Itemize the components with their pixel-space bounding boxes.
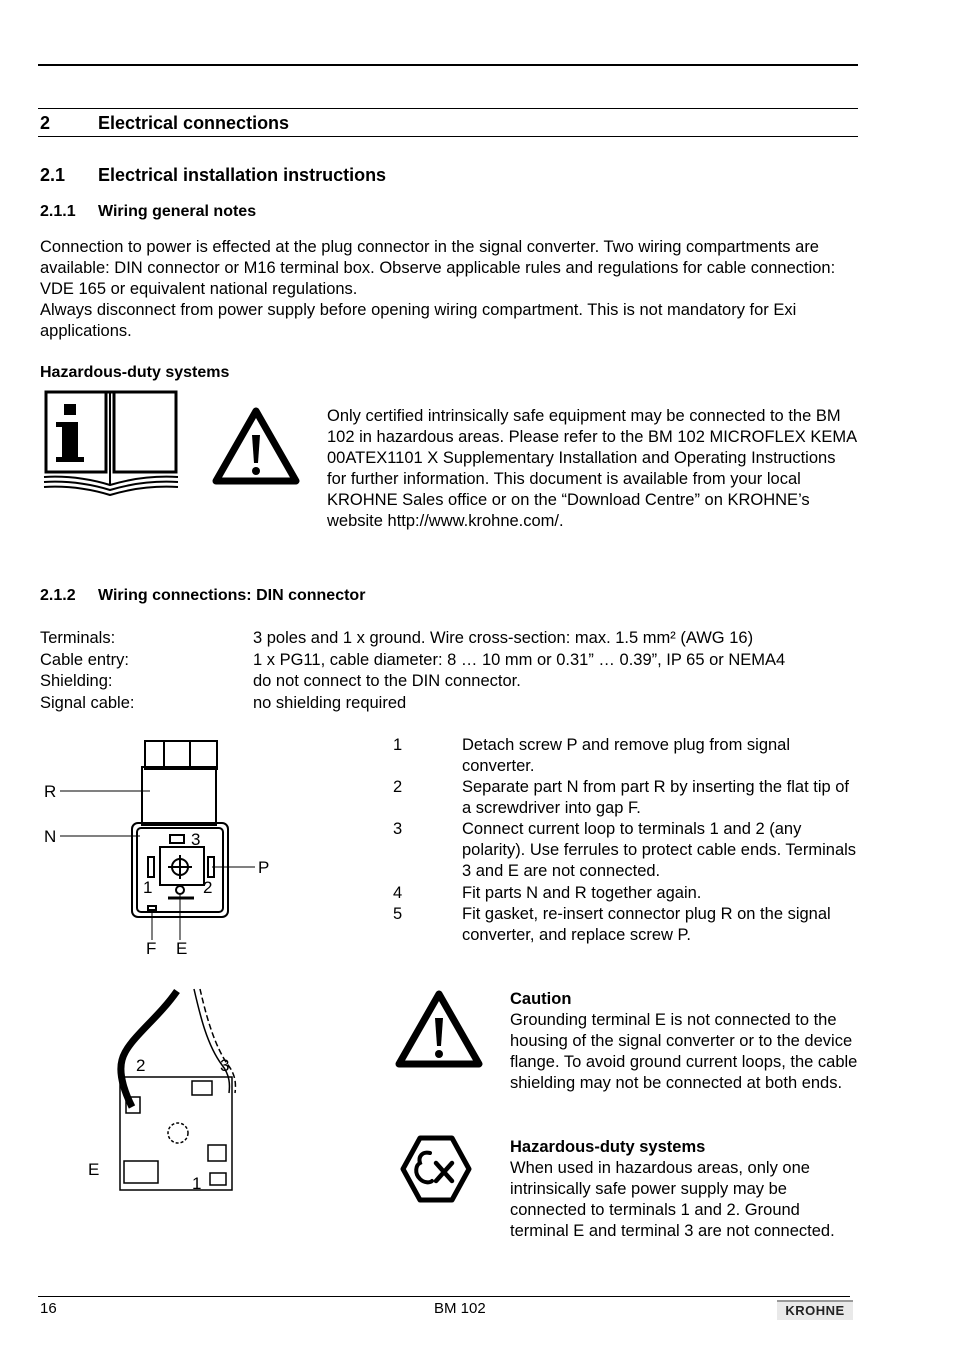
info-book-icon [42, 389, 180, 499]
footer-rule [38, 1296, 850, 1297]
sub2-title: Wiring connections: DIN connector [98, 587, 366, 604]
terminal-2-label: 2 [203, 878, 213, 897]
sub2-number: 2.1.2 [40, 587, 76, 604]
caution-title: Caution [510, 990, 572, 1008]
caution-text: Grounding terminal E is not connected to the housing of the signal converter or to the device flange. To avoid ground current loops, the cable shielding may not be connected at both ends. [510, 1011, 858, 1092]
step-text: Connect current loop to terminals 1 and 2 (any polarity). Use ferrules to protect cable ends. Terminals 3 and E are not connected. [462, 820, 857, 880]
step-text: Fit parts N and R together again. [462, 884, 702, 902]
hazard-heading: Hazardous-duty systems [40, 364, 230, 381]
section-title: Electrical connections [98, 113, 290, 133]
label-r: R [44, 782, 57, 801]
section-rule-top [38, 108, 858, 109]
subsection-heading [40, 165, 387, 186]
subsection-title: Electrical installation instructions [98, 165, 387, 185]
terminal-3-label: 3 [220, 1056, 230, 1075]
subsection-number: 2.1 [40, 165, 66, 185]
step-text: Detach screw P and remove plug from signal converter. [462, 736, 791, 775]
sub1-heading [40, 203, 257, 221]
warning-triangle-icon [393, 988, 485, 1070]
section-rule-bottom [38, 136, 858, 137]
step-text: Separate part N from part R by inserting the flat tip of a screwdriver into gap F. [462, 778, 850, 817]
hazard2-text: When used in hazardous areas, only one intrinsically safe power supply may be connected to terminals 1 and 2. Ground terminal E and terminal 3 are not connected. [510, 1159, 835, 1240]
spec-label: Terminals: [40, 629, 116, 647]
spec-label: Cable entry: [40, 651, 129, 669]
step-text: Fit gasket, re-insert connector plug R on the signal converter, and replace screw P. [462, 905, 831, 944]
spec-value: do not connect to the DIN connector. [253, 672, 521, 690]
spec-value: 1 x PG11, cable diameter: 8 … 10 mm or 0.31” … 0.39”, IP 65 or NEMA4 [253, 651, 786, 669]
step-number: 3 [393, 820, 403, 838]
caution-block [510, 989, 860, 1094]
spec-value: no shielding required [253, 694, 407, 712]
general-notes-para-1: Connection to power is effected at the plug connector in the signal converter. Two wiring compartments are available: DIN connector or M16 terminal box. Observe applicable rules and regulations for cable connection: VDE 165 or equivalent national regulations. [40, 238, 836, 298]
section-number: 2 [40, 113, 51, 133]
page-number: 16 [40, 1300, 57, 1317]
general-notes-para-2: Always disconnect from power supply before opening wiring compartment. This is not mandatory for Exi applications. [40, 301, 797, 340]
step-number: 4 [393, 884, 403, 902]
spec-label: Signal cable: [40, 694, 135, 712]
sub1-number: 2.1.1 [40, 203, 76, 220]
label-e: E [88, 1160, 100, 1179]
footer-doc-title: BM 102 [434, 1300, 486, 1317]
terminal-2-label: 2 [136, 1056, 146, 1075]
krohne-logo [777, 1300, 853, 1320]
sub2-heading [40, 587, 366, 605]
section-heading [40, 113, 290, 134]
krohne-logo-text: KROHNE [785, 1303, 845, 1318]
spec-label: Shielding: [40, 672, 113, 690]
hazard2-block [510, 1137, 860, 1242]
label-f: F [146, 939, 157, 958]
step-number: 2 [393, 778, 403, 796]
din-connector-diagram [40, 735, 280, 960]
terminal-1-label: 1 [143, 878, 153, 897]
terminal-3-label: 3 [191, 830, 201, 849]
top-rule [38, 64, 858, 66]
ex-hazard-icon [400, 1135, 472, 1203]
terminal-1-label: 1 [192, 1174, 202, 1193]
sub1-title: Wiring general notes [98, 203, 257, 220]
label-n: N [44, 827, 57, 846]
hazard-text: Only certified intrinsically safe equipment may be connected to the BM 102 in hazardous areas. Please refer to the BM 102 MICROFLEX KEMA 00ATEX1101 X Supplementary Installation and Operating Instructions for further information. This document is available from your local KROHNE Sales office or on the “Download Centre” on KROHNE’s website http://www.krohne.com/. [327, 407, 857, 530]
hazard2-title: Hazardous-duty systems [510, 1138, 706, 1156]
label-e: E [176, 939, 188, 958]
terminal-wiring-diagram [82, 985, 252, 1200]
label-p: P [258, 858, 270, 877]
spec-value: 3 poles and 1 x ground. Wire cross-section: max. 1.5 mm² (AWG 16) [253, 629, 754, 647]
step-number: 5 [393, 905, 403, 923]
step-number: 1 [393, 736, 403, 754]
warning-triangle-icon [210, 405, 302, 487]
